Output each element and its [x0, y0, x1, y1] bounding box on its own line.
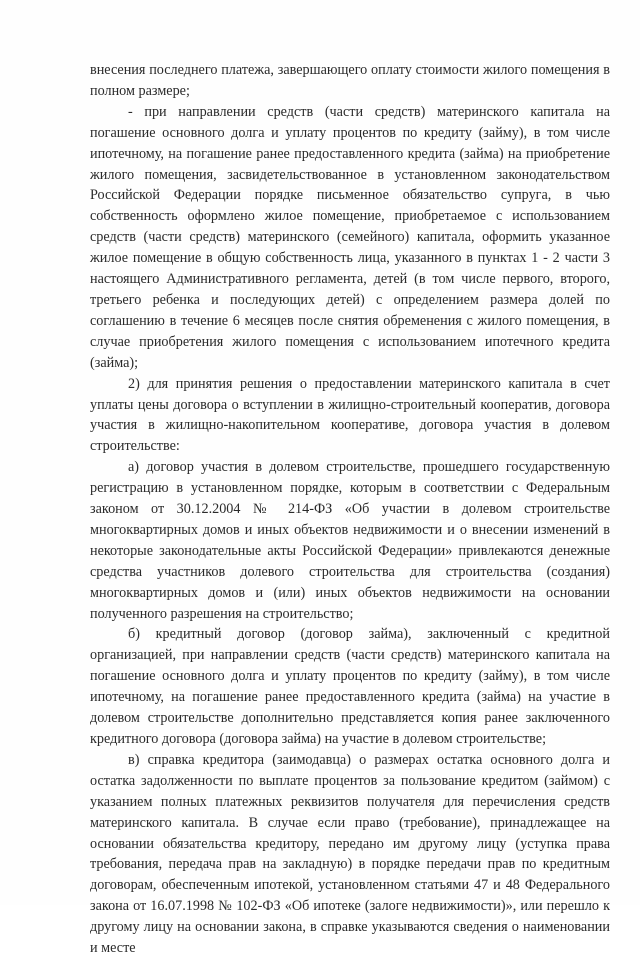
- paragraph-spouse-obligation: - при направлении средств (части средств) материнского капитала на погашение основного долга и уплату процентов по кредиту (займу), в том числе ипотечному, на погашение ранее предоставленного кредита (займа) на приобретение жилого помещения, засвидетельствованное в установленном законодательством Российской Федерации порядке письменное обязательство супруга, в чью собственность оформлено жилое помещение, приобретаемое с использованием средств (части средств) материнского (семейного) капитала, оформить указанное жилое помещение в общую собственность лица, указанного в пунктах 1 - 2 части 3 настоящего Административного регламента, детей (в том числе первого, второго, третьего ребенка и последующих детей) с определением размера долей по соглашению в течение 6 месяцев после снятия обременения с жилого помещения, в случае приобретения жилого помещения с использованием ипотечного кредита (займа);: [90, 103, 610, 371]
- document-text: [90, 60, 610, 959]
- paragraph-item-b: б) кредитный договор (договор займа), заключенный с кредитной организацией, при направлении средств (части средств) материнского капитала на погашение основного долга и уплату процентов по кредиту (займу), в том числе ипотечному, на погашение ранее предоставленного кредита (займа) на участие в долевом строительстве дополнительно представляется копия ранее заключенного кредитного договора (договора займа) на участие в долевом строительстве;: [90, 626, 610, 747]
- paragraph-continuation: внесения последнего платежа, завершающего оплату стоимости жилого помещения в полном размере;: [90, 62, 610, 99]
- paragraph-item-v: в) справка кредитора (заимодавца) о размерах остатка основного долга и остатка задолженности по выплате процентов за пользование кредитом (займом) с указанием полных платежных реквизитов получателя для перечисления средств материнского капитала. В случае если право (требование), принадлежащее на основании обязательства кредитору, передано им другому лицу (уступка права требования, передача прав на закладную) в порядке передачи прав по кредитным договорам, обеспеченным ипотекой, установленном статьями 47 и 48 Федерального закона от 16.07.1998 № 102-ФЗ «Об ипотеке (залоге недвижимости)», или перешло к другому лицу на основании закона, в справке указываются сведения о наименовании и месте: [90, 751, 610, 957]
- paragraph-item-2: 2) для принятия решения о предоставлении материнского капитала в счет уплаты цены договора о вступлении в жилищно-строительный кооператив, договора участия в жилищно-накопительном кооперативе, договора участия в долевом строительстве:: [90, 375, 610, 455]
- paragraph-item-a: а) договор участия в долевом строительстве, прошедшего государственную регистрацию в установленном порядке, которым в соответствии с Федеральным законом от 30.12.2004 № 214-ФЗ «Об участии в долевом строительстве многоквартирных домов и иных объектов недвижимости и о внесении изменений в некоторые законодательные акты Российской Федерации» привлекаются денежные средства участников долевого строительства для строительства (создания) многоквартирных домов и (или) иных объектов недвижимости на основании полученного разрешения на строительство;: [90, 459, 610, 622]
